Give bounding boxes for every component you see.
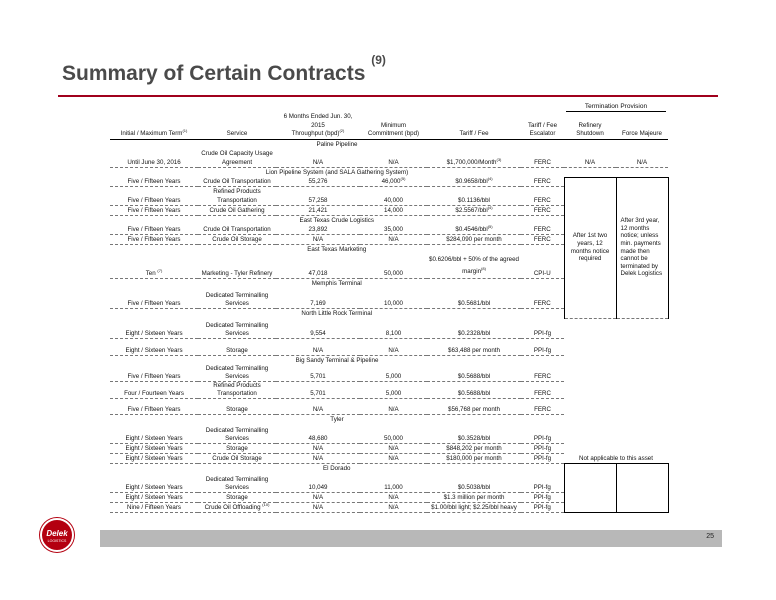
table-row bbox=[110, 424, 673, 444]
blank-cell bbox=[564, 167, 616, 177]
blank-cell bbox=[616, 444, 668, 454]
force-majeure-cell: N/A bbox=[616, 149, 668, 168]
title-text: Summary of Certain Contracts bbox=[62, 62, 366, 85]
throughput-cell: N/A bbox=[276, 235, 360, 245]
fee-note: (4) bbox=[487, 204, 493, 210]
blank-cell bbox=[616, 318, 668, 339]
header-minimum-line2: Commitment (bpd) bbox=[367, 130, 420, 137]
table-row bbox=[110, 454, 673, 464]
blank-cell bbox=[564, 339, 616, 356]
throughput-cell: N/A bbox=[276, 503, 360, 513]
footer-bar bbox=[100, 530, 722, 547]
fee-cell: $1.00/bbl light; $2.25/bbl heavy bbox=[427, 503, 521, 513]
throughput-cell: N/A bbox=[276, 339, 360, 356]
escalator-cell: FERC bbox=[521, 288, 564, 309]
header-term-note: (1) bbox=[182, 127, 188, 133]
logo-word: Delek bbox=[46, 529, 68, 538]
refinery-shutdown-provision: After 1st two years, 12 months notice required bbox=[564, 177, 616, 318]
header-escalator-line1: Tariff / Fee bbox=[527, 121, 558, 129]
section-label: Paline Pipeline bbox=[316, 140, 358, 148]
escalator-cell: FERC bbox=[521, 149, 564, 168]
throughput-cell: 5,701 bbox=[276, 365, 360, 382]
term-cell: Eight / Sixteen Years bbox=[110, 444, 198, 454]
escalator-cell: PPI-fg bbox=[521, 473, 564, 493]
fee-cell: $0.5688/bbl bbox=[427, 365, 521, 382]
service-cell: Storage bbox=[198, 444, 276, 454]
minimum-cell: 11,000 bbox=[360, 473, 427, 493]
service-cell: Refined Products Transportation bbox=[198, 187, 276, 206]
minimum-cell: N/A bbox=[360, 399, 427, 415]
escalator-cell: PPI-fg bbox=[521, 318, 564, 339]
blank-cell bbox=[616, 399, 668, 415]
empty-provision-box bbox=[616, 464, 668, 513]
fee-note: (4) bbox=[487, 175, 493, 181]
minimum-cell: N/A bbox=[360, 503, 427, 513]
term-cell: Eight / Sixteen Years bbox=[110, 424, 198, 444]
escalator-cell: FERC bbox=[521, 206, 564, 216]
fee-cell: $284,090 per month bbox=[427, 235, 521, 245]
table-row bbox=[110, 318, 673, 339]
term-note: (7) bbox=[157, 267, 163, 273]
minimum-cell: N/A bbox=[360, 454, 427, 464]
term-cell: Five / Fifteen Years bbox=[110, 225, 198, 235]
table-row bbox=[110, 339, 673, 356]
section-label: East Texas Marketing bbox=[307, 246, 367, 253]
fee-value: $0.6206/bbl + 50% of the agreed margin bbox=[429, 256, 519, 275]
header-refinery-line2: Shutdown bbox=[576, 130, 604, 137]
term-cell: Nine / Fifteen Years bbox=[110, 503, 198, 513]
fee-cell: $848,202 per month bbox=[427, 444, 521, 454]
fee-cell: $63,488 per month bbox=[427, 339, 521, 356]
header-service: Service bbox=[198, 113, 276, 139]
section-header bbox=[110, 415, 673, 425]
minimum-cell: 8,100 bbox=[360, 318, 427, 339]
escalator-cell: PPI-fg bbox=[521, 454, 564, 464]
minimum-cell: 5,000 bbox=[360, 382, 427, 399]
throughput-cell: N/A bbox=[276, 444, 360, 454]
section-label: Memphis Terminal bbox=[311, 280, 362, 287]
section-header bbox=[110, 356, 673, 366]
service-cell: Crude Oil Storage bbox=[198, 454, 276, 464]
blank-cell bbox=[564, 399, 616, 415]
minimum-value: 46,000 bbox=[381, 178, 401, 185]
throughput-cell: 9,554 bbox=[276, 318, 360, 339]
fee-note: (3) bbox=[496, 156, 502, 162]
blank-cell bbox=[616, 415, 668, 425]
empty-provision-box bbox=[564, 464, 616, 513]
throughput-cell: 23,892 bbox=[276, 225, 360, 235]
page-title bbox=[62, 53, 386, 86]
section-label: Lion Pipeline System (and SALA Gathering System) bbox=[265, 169, 409, 176]
throughput-cell: N/A bbox=[276, 454, 360, 464]
term-cell: Five / Fifteen Years bbox=[110, 187, 198, 206]
service-cell: Dedicated Terminalling Services bbox=[198, 288, 276, 309]
header-throughput bbox=[276, 113, 360, 139]
not-applicable-note: Not applicable to this asset bbox=[579, 455, 653, 462]
fee-cell bbox=[427, 149, 521, 168]
fee-cell: $0.3528/bbl bbox=[427, 424, 521, 444]
escalator-cell: FERC bbox=[521, 399, 564, 415]
table-row bbox=[110, 444, 673, 454]
term-cell: Four / Fourteen Years bbox=[110, 382, 198, 399]
logo-subtitle: LOGISTICS bbox=[47, 539, 67, 543]
section-label: El Dorado bbox=[322, 465, 351, 472]
escalator-cell: PPI-fg bbox=[521, 493, 564, 503]
term-cell: Eight / Sixteen Years bbox=[110, 454, 198, 464]
escalator-cell: PPI-fg bbox=[521, 424, 564, 444]
service-cell: Storage bbox=[198, 493, 276, 503]
blank-cell bbox=[616, 139, 668, 149]
service-note: (10) bbox=[262, 501, 270, 507]
service-cell: Crude Oil Transportation bbox=[198, 177, 276, 187]
term-value: Ten bbox=[145, 270, 156, 277]
minimum-cell: 10,000 bbox=[360, 288, 427, 309]
service-cell: Refined Products Transportation bbox=[198, 382, 276, 399]
table-row bbox=[110, 382, 673, 399]
minimum-cell: 14,000 bbox=[360, 206, 427, 216]
section-header bbox=[110, 139, 673, 149]
section-label: North Little Rock Terminal bbox=[301, 310, 373, 317]
fee-value: $1,700,000/Month bbox=[446, 158, 497, 166]
header-escalator bbox=[521, 113, 564, 139]
service-cell: Storage bbox=[198, 339, 276, 356]
blank-cell bbox=[616, 356, 668, 366]
fee-cell bbox=[427, 177, 521, 187]
header-row bbox=[110, 113, 673, 139]
fee-cell bbox=[427, 206, 521, 216]
term-cell: Five / Fifteen Years bbox=[110, 365, 198, 382]
blank-cell bbox=[564, 365, 616, 382]
blank-cell bbox=[564, 382, 616, 399]
service-cell: Storage bbox=[198, 399, 276, 415]
term-cell: Eight / Sixteen Years bbox=[110, 339, 198, 356]
minimum-cell: N/A bbox=[360, 493, 427, 503]
minimum-cell: N/A bbox=[360, 149, 427, 168]
escalator-cell: FERC bbox=[521, 365, 564, 382]
blank-cell bbox=[564, 139, 616, 149]
minimum-cell: N/A bbox=[360, 444, 427, 454]
blank-cell bbox=[564, 424, 616, 444]
table-row bbox=[110, 365, 673, 382]
escalator-cell: FERC bbox=[521, 177, 564, 187]
escalator-cell: PPI-fg bbox=[521, 339, 564, 356]
throughput-cell: 47,018 bbox=[276, 254, 360, 279]
header-throughput-line1: 6 Months Ended Jun. 30, 2015 bbox=[283, 113, 353, 129]
blank-cell bbox=[616, 424, 668, 444]
section-header bbox=[110, 167, 673, 177]
fee-cell: $0.5038/bbl bbox=[427, 473, 521, 493]
term-cell: Eight / Sixteen Years bbox=[110, 318, 198, 339]
minimum-cell: 40,000 bbox=[360, 187, 427, 206]
blank-cell bbox=[564, 318, 616, 339]
header-throughput-note: (2) bbox=[339, 127, 345, 133]
throughput-cell: 5,701 bbox=[276, 382, 360, 399]
minimum-note: (5) bbox=[400, 175, 406, 181]
escalator-cell: PPI-fg bbox=[521, 503, 564, 513]
page-number: 25 bbox=[706, 533, 714, 540]
fee-cell: $56,768 per month bbox=[427, 399, 521, 415]
term-cell: Five / Fifteen Years bbox=[110, 235, 198, 245]
throughput-cell: 48,680 bbox=[276, 424, 360, 444]
escalator-cell: CPI-U bbox=[521, 254, 564, 279]
term-cell: Five / Fifteen Years bbox=[110, 288, 198, 309]
escalator-cell: FERC bbox=[521, 382, 564, 399]
term-cell: Until June 30, 2016 bbox=[110, 149, 198, 168]
minimum-cell: 35,000 bbox=[360, 225, 427, 235]
header-throughput-line2: Throughput (bpd) bbox=[291, 130, 340, 137]
service-cell bbox=[198, 503, 276, 513]
service-cell: Dedicated Terminalling Services bbox=[198, 318, 276, 339]
service-cell: Dedicated Terminalling Services bbox=[198, 424, 276, 444]
minimum-cell bbox=[360, 177, 427, 187]
service-cell: Crude Oil Storage bbox=[198, 235, 276, 245]
section-label: East Texas Crude Logistics bbox=[299, 217, 374, 224]
section-label: Big Sandy Terminal & Pipeline bbox=[295, 357, 379, 364]
service-cell: Marketing - Tyler Refinery bbox=[198, 254, 276, 279]
term-cell bbox=[110, 254, 198, 279]
contracts-table bbox=[110, 113, 673, 513]
escalator-cell: PPI-fg bbox=[521, 444, 564, 454]
header-minimum bbox=[360, 113, 427, 139]
section-label: Tyler bbox=[330, 416, 344, 423]
fee-cell bbox=[427, 254, 521, 279]
fee-cell bbox=[427, 225, 521, 235]
term-cell: Eight / Sixteen Years bbox=[110, 493, 198, 503]
fee-cell: $180,000 per month bbox=[427, 454, 521, 464]
fee-cell: $1.3 million per month bbox=[427, 493, 521, 503]
minimum-cell: N/A bbox=[360, 235, 427, 245]
header-term-label: Initial / Maximum Term bbox=[120, 130, 183, 137]
term-cell: Five / Fifteen Years bbox=[110, 177, 198, 187]
fee-note: (5) bbox=[487, 223, 493, 229]
fee-value: $2.5567/bbl bbox=[455, 207, 488, 214]
blank-cell bbox=[564, 415, 616, 425]
term-cell: Eight / Sixteen Years bbox=[110, 473, 198, 493]
termination-provision-header: Termination Provision bbox=[584, 103, 648, 110]
throughput-cell: N/A bbox=[276, 493, 360, 503]
termination-header-underline bbox=[566, 111, 666, 112]
header-force-majeure: Force Majeure bbox=[616, 113, 668, 139]
fee-value: $0.9658/bbl bbox=[455, 178, 488, 185]
throughput-cell: 57,258 bbox=[276, 187, 360, 206]
service-value: Crude Oil Offloading bbox=[204, 504, 261, 511]
table-row bbox=[110, 399, 673, 415]
escalator-cell: FERC bbox=[521, 235, 564, 245]
minimum-cell: N/A bbox=[360, 339, 427, 356]
blank-cell bbox=[564, 356, 616, 366]
service-cell: Dedicated Terminalling Services bbox=[198, 473, 276, 493]
table-row bbox=[110, 177, 673, 187]
minimum-cell: 50,000 bbox=[360, 424, 427, 444]
fee-cell: $0.5681/bbl bbox=[427, 288, 521, 309]
header-fee: Tariff / Fee bbox=[427, 113, 521, 139]
header-refinery-line1: Refinery bbox=[578, 121, 602, 129]
service-cell: Crude Oil Transportation bbox=[198, 225, 276, 235]
fee-cell: $0.2328/bbl bbox=[427, 318, 521, 339]
blank-cell bbox=[616, 382, 668, 399]
term-cell: Five / Fifteen Years bbox=[110, 206, 198, 216]
throughput-cell: 10,049 bbox=[276, 473, 360, 493]
blank-cell bbox=[564, 444, 616, 454]
service-cell: Dedicated Terminalling Services bbox=[198, 365, 276, 382]
header-escalator-line2: Escalator bbox=[529, 130, 556, 137]
table-row bbox=[110, 149, 673, 168]
fee-value: $0.4546/bbl bbox=[455, 226, 488, 233]
header-minimum-line1: Minimum bbox=[380, 121, 407, 129]
throughput-cell: 21,421 bbox=[276, 206, 360, 216]
throughput-cell: 7,169 bbox=[276, 288, 360, 309]
fee-cell: $0.1136/bbl bbox=[427, 187, 521, 206]
force-majeure-provision: After 3rd year, 12 months notice; unless min. payments made then cannot be terminated by Delek Logistics bbox=[616, 177, 668, 318]
title-footnote: (9) bbox=[371, 53, 386, 67]
header-refinery-shutdown bbox=[564, 113, 616, 139]
blank-cell bbox=[616, 365, 668, 382]
blank-cell bbox=[616, 167, 668, 177]
throughput-cell: N/A bbox=[276, 399, 360, 415]
escalator-cell: FERC bbox=[521, 225, 564, 235]
title-divider bbox=[58, 95, 718, 97]
delek-logo bbox=[40, 518, 74, 552]
section-header bbox=[110, 464, 673, 474]
term-cell: Five / Fifteen Years bbox=[110, 399, 198, 415]
minimum-cell: 50,000 bbox=[360, 254, 427, 279]
fee-cell: $0.5688/bbl bbox=[427, 382, 521, 399]
minimum-cell: 5,000 bbox=[360, 365, 427, 382]
fee-note: (8) bbox=[481, 265, 486, 271]
blank-cell bbox=[671, 309, 673, 319]
header-term bbox=[110, 113, 198, 139]
blank-cell bbox=[616, 339, 668, 356]
service-cell: Crude Oil Capacity Usage Agreement bbox=[198, 149, 276, 168]
escalator-cell: FERC bbox=[521, 187, 564, 206]
throughput-cell: 55,276 bbox=[276, 177, 360, 187]
throughput-cell: N/A bbox=[276, 149, 360, 168]
service-cell: Crude Oil Gathering bbox=[198, 206, 276, 216]
refinery-shutdown-cell: N/A bbox=[564, 149, 616, 168]
